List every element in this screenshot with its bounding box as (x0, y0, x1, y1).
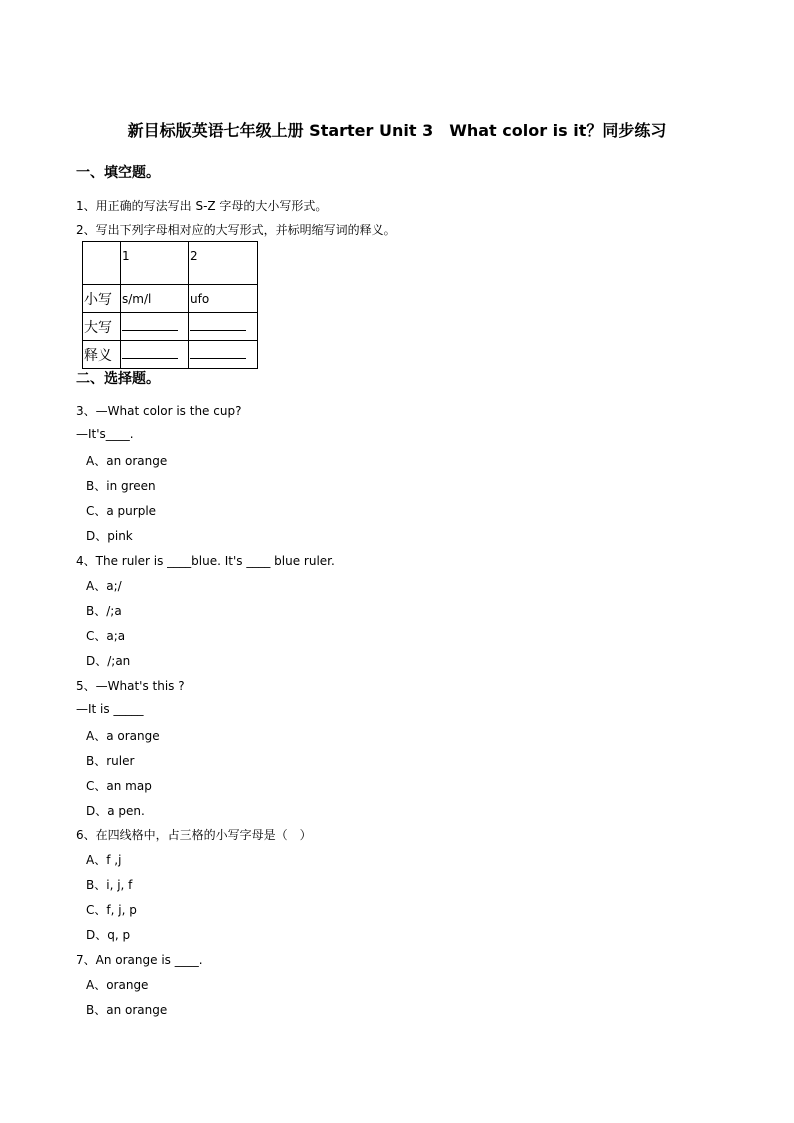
row-label: 释义 (83, 341, 121, 369)
table-header-cell: 2 (189, 242, 258, 285)
question-3-stem: 3、—What color is the cup? (76, 404, 242, 418)
question-5-option-a: A、a orange (86, 729, 160, 743)
table-row (83, 285, 258, 313)
table-header-row (83, 242, 258, 285)
answer-blank-cell[interactable] (121, 313, 189, 341)
question-5-stem: 5、—What's this ? (76, 679, 185, 693)
question-4-option-c: C、a;a (86, 629, 126, 643)
answer-blank-cell[interactable] (189, 341, 258, 369)
answer-blank[interactable] (122, 320, 178, 331)
table-cell: s/m/l (121, 285, 189, 313)
question-5-option-c: C、an map (86, 779, 152, 793)
question-3-option-b: B、in green (86, 479, 156, 493)
answer-blank[interactable] (190, 348, 246, 359)
letters-table (82, 241, 258, 369)
table-header-cell (83, 242, 121, 285)
question-3-option-c: C、a purple (86, 504, 157, 518)
question-7-option-b: B、an orange (86, 1003, 168, 1017)
table-cell: ufo (189, 285, 258, 313)
answer-blank-cell[interactable] (189, 313, 258, 341)
question-7-stem: 7、An orange is ____. (76, 953, 203, 967)
question-4-option-b: B、/;a (86, 604, 122, 618)
question-5-option-d: D、a pen. (86, 804, 145, 818)
question-7-option-a: A、orange (86, 978, 149, 992)
question-3-option-d: D、pink (86, 529, 133, 543)
question-5-stem-answer: —It is _____ (76, 702, 144, 716)
question-1: 1、用正确的写法写出 S-Z 字母的大小写形式。 (76, 199, 328, 213)
section-heading-multiple-choice: 二、选择题。 (76, 371, 160, 387)
table-header-cell: 1 (121, 242, 189, 285)
question-6-option-b: B、i, j, f (86, 878, 133, 892)
table-row (83, 313, 258, 341)
row-label: 大写 (83, 313, 121, 341)
answer-blank[interactable] (190, 320, 246, 331)
question-6-option-a: A、f ,j (86, 853, 122, 867)
question-2: 2、写出下列字母相对应的大写形式，并标明缩写词的释义。 (76, 223, 396, 237)
row-label: 小写 (83, 285, 121, 313)
question-6-option-c: C、f, j, p (86, 903, 137, 917)
table-row (83, 341, 258, 369)
question-6-stem: 6、在四线格中，占三格的小写字母是（ ） (76, 828, 312, 842)
page-title: 新目标版英语七年级上册 Starter Unit 3 What color is it？同步练习 (127, 121, 667, 140)
answer-blank[interactable] (122, 348, 178, 359)
question-3-stem-answer: —It's____. (76, 427, 134, 441)
question-3-option-a: A、an orange (86, 454, 168, 468)
question-4-option-d: D、/;an (86, 654, 131, 668)
question-5-option-b: B、ruler (86, 754, 135, 768)
section-heading-fill-blank: 一、填空题。 (76, 165, 160, 181)
question-4-stem: 4、The ruler is ____blue. It's ____ blue ruler. (76, 554, 335, 568)
answer-blank-cell[interactable] (121, 341, 189, 369)
question-6-option-d: D、q, p (86, 928, 131, 942)
question-4-option-a: A、a;/ (86, 579, 122, 593)
